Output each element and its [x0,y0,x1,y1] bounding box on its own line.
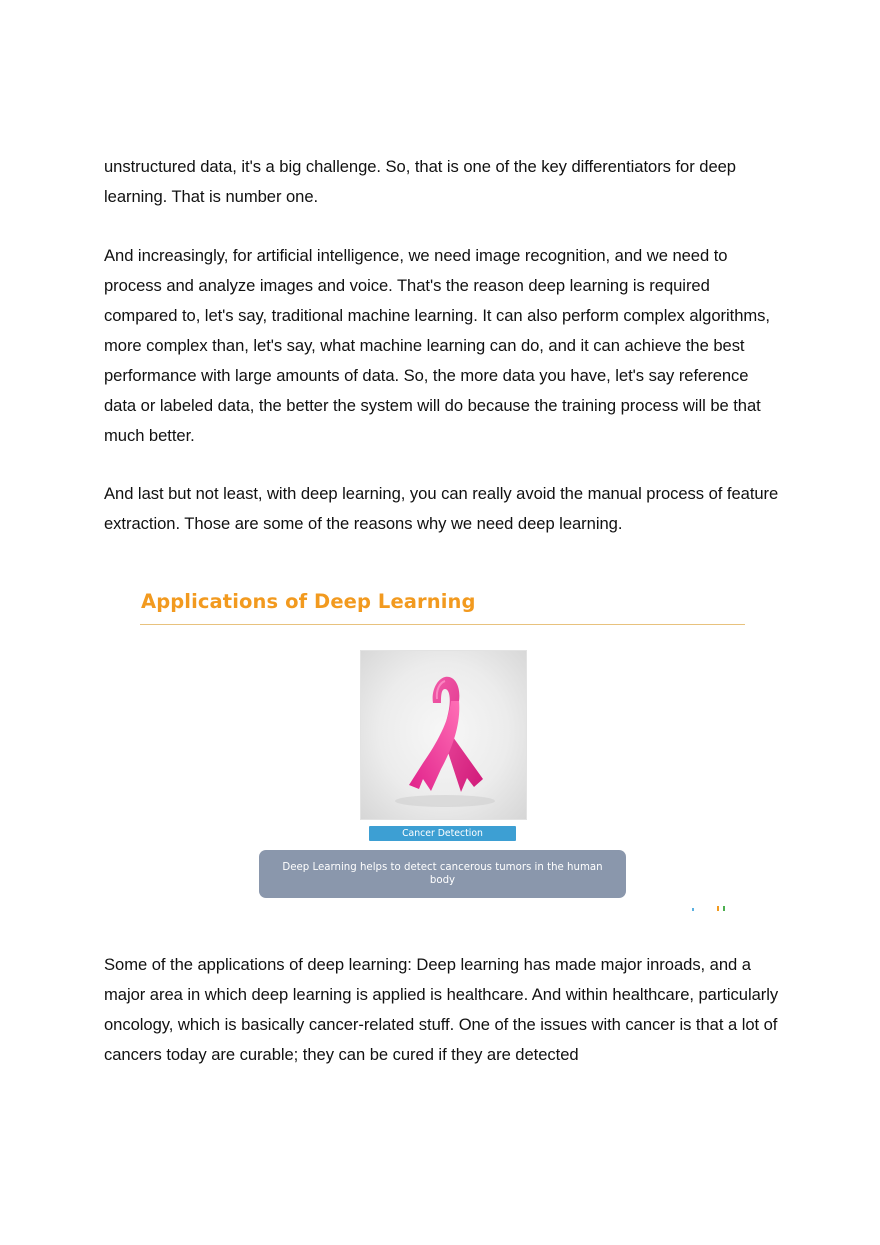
slide-title: Applications of Deep Learning [141,590,476,613]
paragraph-image-recognition: And increasingly, for artificial intelligence, we need image recognition, and we need to process and analyze images and voice. That's the reason deep learning is required compared to, let's say, traditional machine learning. It can also perform complex algorithms, more complex than, let's say, what machine learning can do, and it can achieve the best performance with large amounts of data. So, the more data you have, let's say reference data or labeled data, the better the system will do because the training process will be that much better. [104,246,770,445]
ribbon-photo [360,650,527,820]
description-box: Deep Learning helps to detect cancerous tumors in the human body [259,850,626,898]
slide-image [104,570,784,925]
paragraph-unstructured-data: unstructured data, it's a big challenge. So, that is one of the key differentiators for deep learning. That is number one. [104,157,736,206]
pink-ribbon-icon [361,651,526,819]
caption-cancer-detection: Cancer Detection [369,826,516,841]
paragraph-feature-extraction: And last but not least, with deep learning, you can really avoid the manual process of feature extraction. Those are some of the reasons why we need deep learning. [104,484,779,533]
logo-mark-icon [692,906,732,912]
slide-title-divider [140,624,745,625]
paragraph-applications: Some of the applications of deep learning: Deep learning has made major inroads, and a major area in which deep learning is applied is healthcare. And within healthcare, particularly oncology, which is basically cancer-related stuff. One of the issues with cancer is that a lot of cancers today are curable; they can be cured if they are detected [104,955,779,1064]
